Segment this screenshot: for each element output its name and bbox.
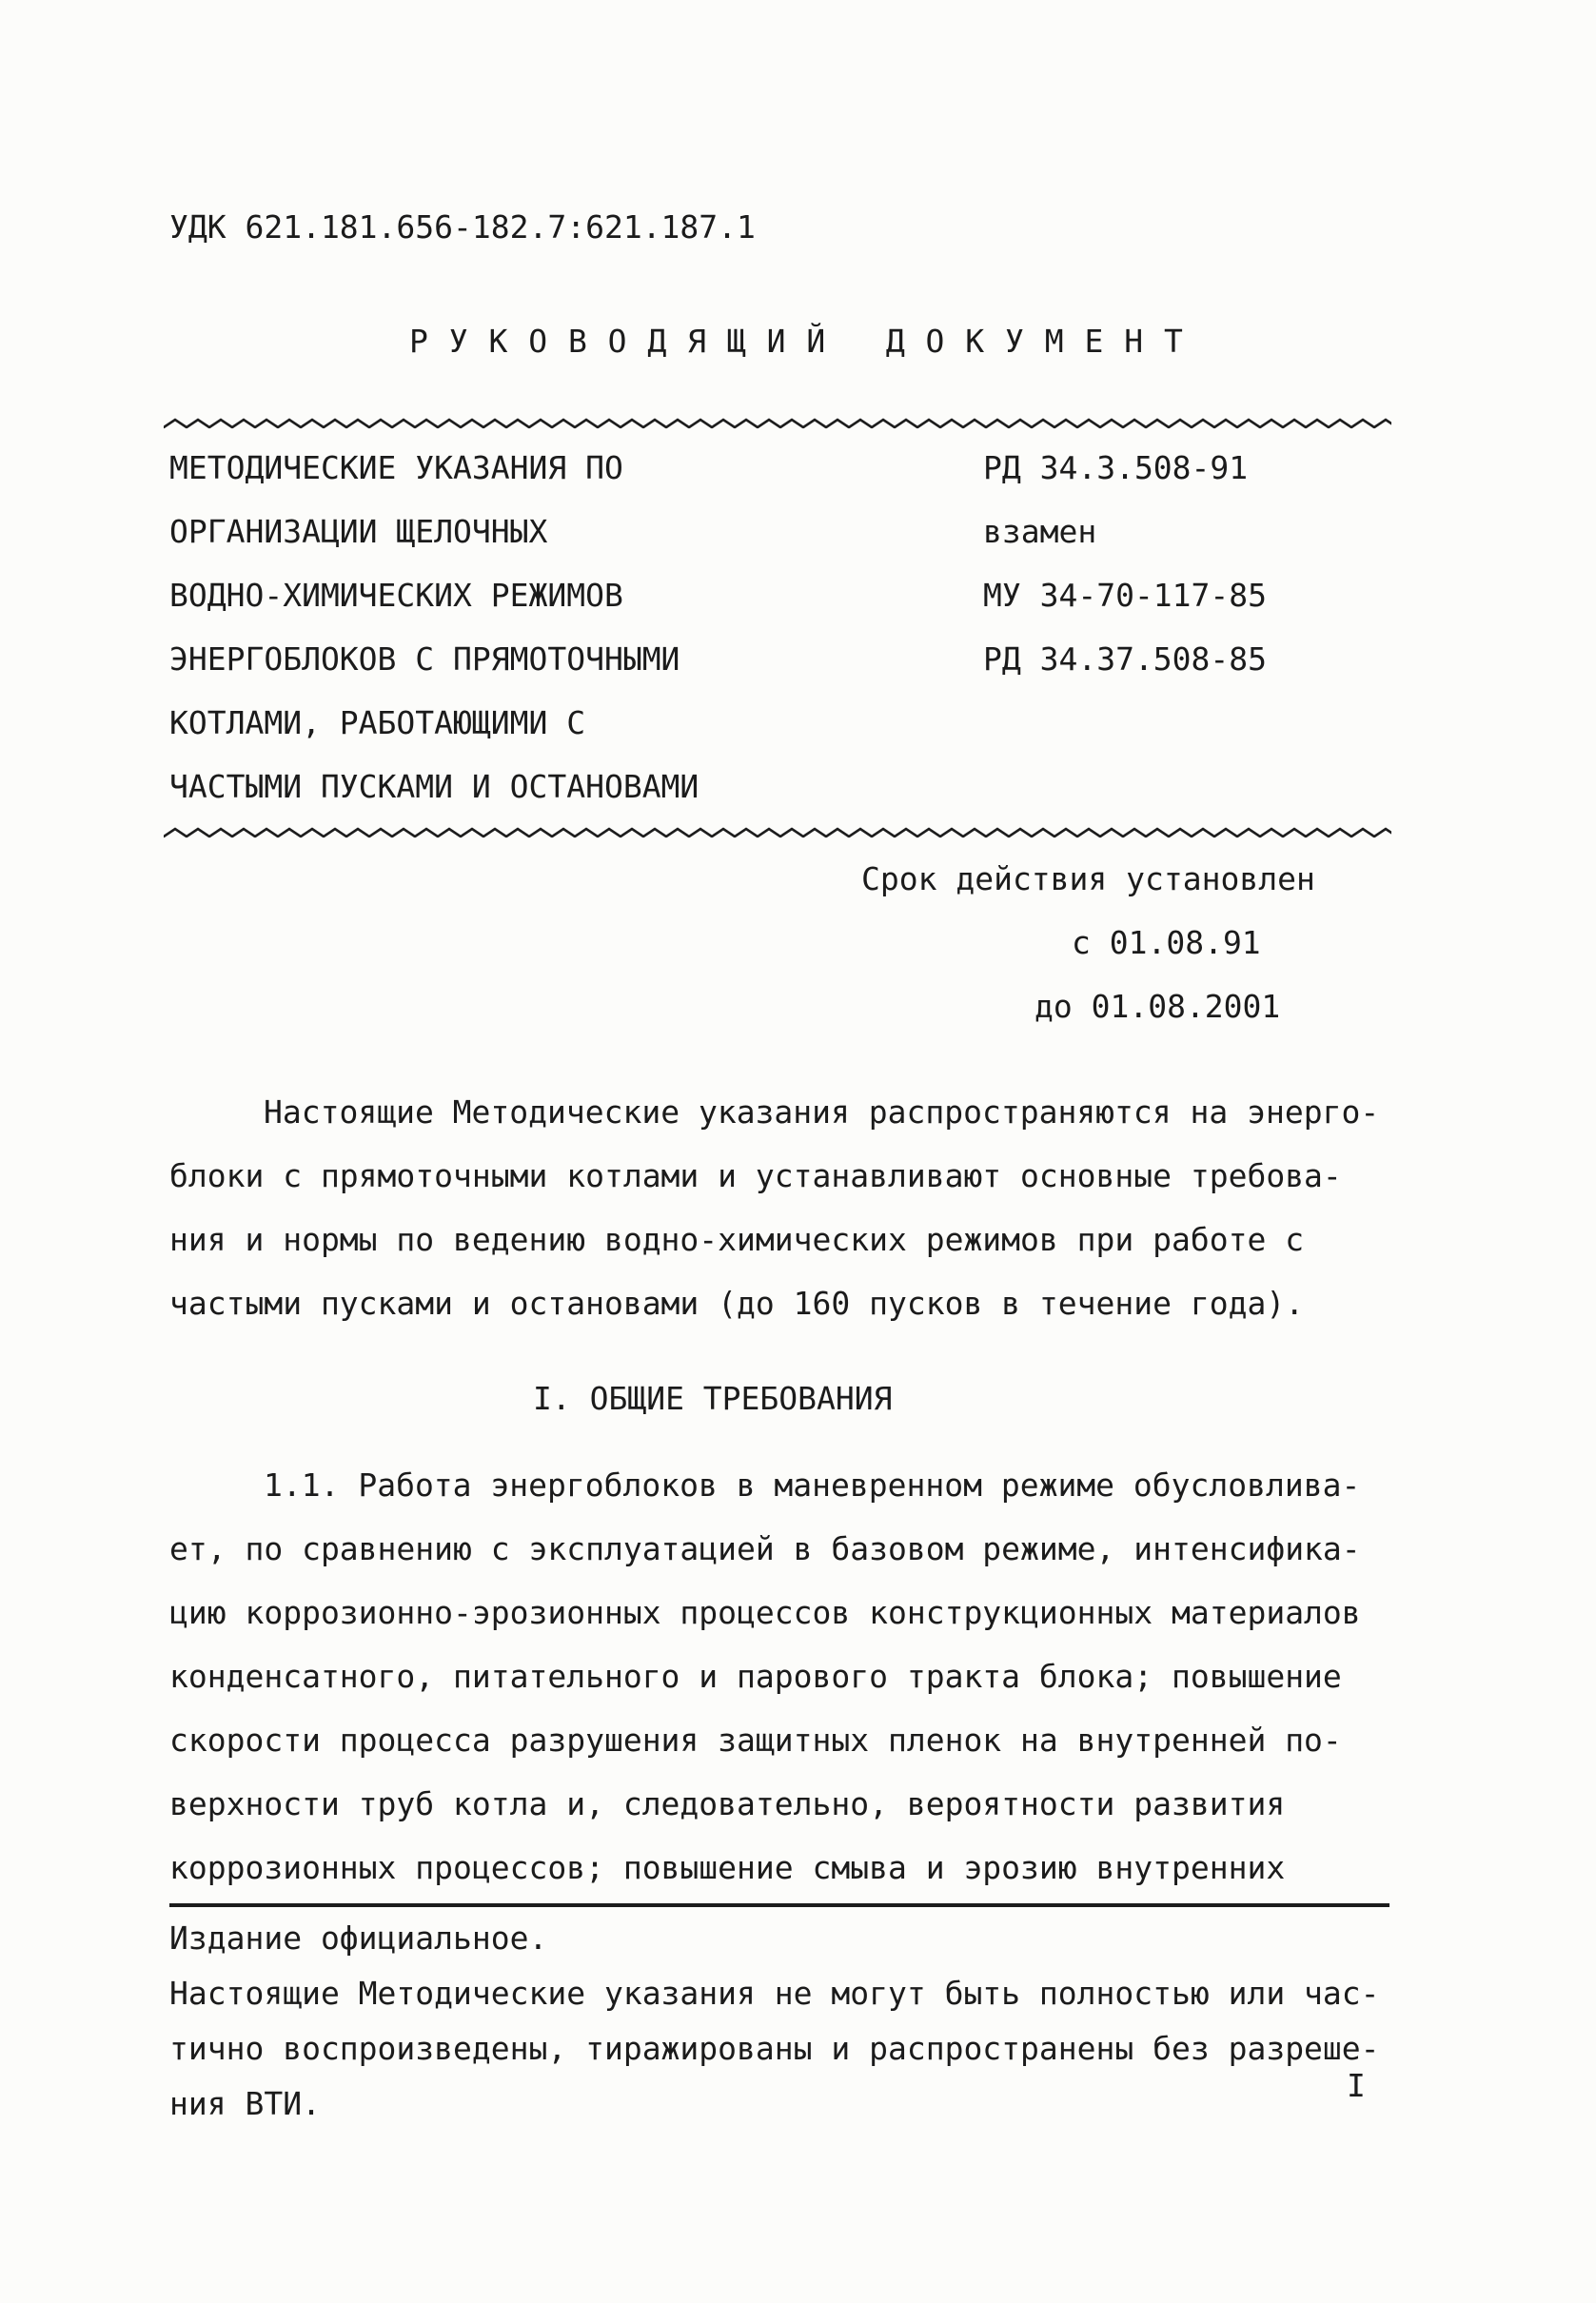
official-edition-note: Издание официальное. xyxy=(169,1919,548,1957)
udc-number: УДК 621.181.656-182.7:621.187.1 xyxy=(169,208,756,246)
paragraph-line: конденсатного, питательного и парового тракта блока; повышение xyxy=(169,1658,1342,1695)
replaces-label: взамен xyxy=(983,513,1097,550)
title-line: КОТЛАМИ, РАБОТАЮЩИМИ С xyxy=(169,704,586,741)
intro-paragraph xyxy=(169,1080,1399,1335)
paragraph-1-1 xyxy=(169,1453,1399,1899)
squiggle-divider-bottom xyxy=(164,824,1391,841)
validity-line: Срок действия установлен xyxy=(861,860,1315,897)
replaced-document: РД 34.37.508-85 xyxy=(983,640,1268,678)
designation-block xyxy=(983,436,1267,691)
intro-line: блоки с прямоточными котлами и устанавливают основные требова- xyxy=(169,1157,1342,1194)
validity-end-date: до 01.08.2001 xyxy=(1034,988,1281,1025)
squiggle-divider-top xyxy=(164,415,1391,432)
title-line: ЧАСТЫМИ ПУСКАМИ И ОСТАНОВАМИ xyxy=(169,768,699,805)
designation-number: РД 34.3.508-91 xyxy=(983,449,1249,486)
replaced-document: МУ 34-70-117-85 xyxy=(983,577,1268,614)
footnote-line: ния ВТИ. xyxy=(169,2085,321,2122)
paragraph-line: 1.1. Работа энергоблоков в маневренном режиме обусловлива- xyxy=(264,1466,1361,1504)
validity-block xyxy=(861,847,1315,1038)
document-kind-heading: Р У К О В О Д Я Щ И Й Д О К У М Е Н Т xyxy=(409,323,1184,360)
footnote-line: Настоящие Методические указания не могут быть полностью или час- xyxy=(169,1975,1380,2012)
footnote-line: тично воспроизведены, тиражированы и распространены без разреше- xyxy=(169,2030,1380,2067)
paragraph-line: скорости процесса разрушения защитных пленок на внутренней по- xyxy=(169,1722,1342,1759)
validity-start-date: с 01.08.91 xyxy=(1072,924,1261,961)
footnote-block xyxy=(169,1911,1399,2132)
title-line: ЭНЕРГОБЛОКОВ С ПРЯМОТОЧНЫМИ xyxy=(169,640,680,678)
page-number: I xyxy=(1347,2067,1366,2104)
paragraph-line: цию коррозионно-эрозионных процессов конструкционных материалов xyxy=(169,1594,1361,1631)
paragraph-line: коррозионных процессов; повышение смыва и эрозию внутренних xyxy=(169,1849,1286,1886)
title-line: ВОДНО-ХИМИЧЕСКИХ РЕЖИМОВ xyxy=(169,577,623,614)
document-title xyxy=(169,436,699,818)
intro-line: Настоящие Методические указания распространяются на энерго- xyxy=(264,1093,1380,1131)
intro-line: частыми пусками и остановами (до 160 пусков в течение года). xyxy=(169,1285,1305,1322)
section-heading: I. ОБЩИЕ ТРЕБОВАНИЯ xyxy=(533,1380,893,1417)
paragraph-line: ет, по сравнению с эксплуатацией в базовом режиме, интенсифика- xyxy=(169,1530,1361,1567)
intro-line: ния и нормы по ведению водно-химических режимов при работе с xyxy=(169,1221,1305,1258)
title-line: ОРГАНИЗАЦИИ ЩЕЛОЧНЫХ xyxy=(169,513,548,550)
footnote-rule xyxy=(169,1903,1389,1907)
paragraph-line: верхности труб котла и, следовательно, вероятности развития xyxy=(169,1785,1286,1822)
title-line: МЕТОДИЧЕСКИЕ УКАЗАНИЯ ПО xyxy=(169,449,623,486)
